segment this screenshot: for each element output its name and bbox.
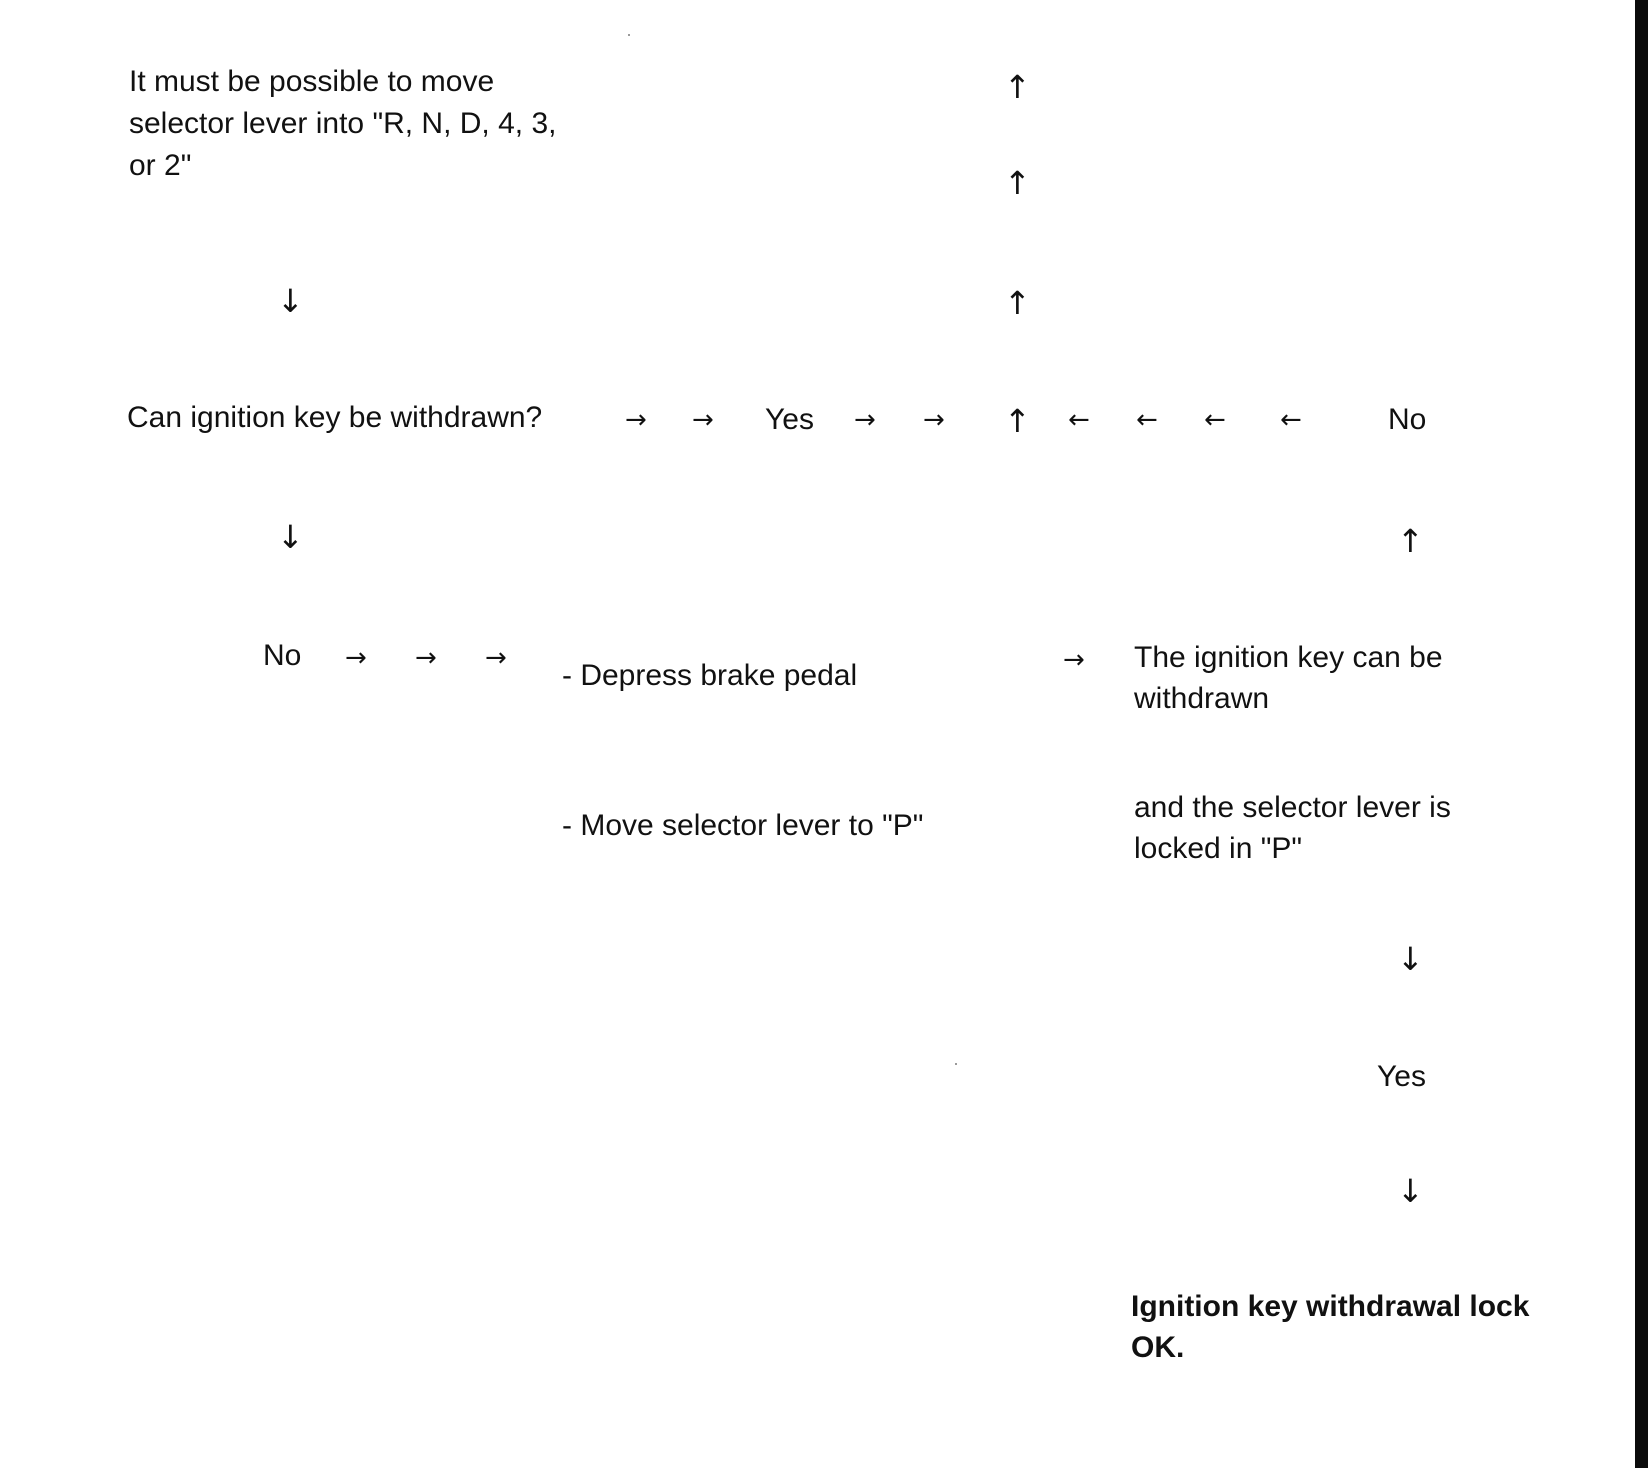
- locked-text-line-2: locked in "P": [1134, 832, 1303, 865]
- arrow-down-icon: ↓: [1397, 1172, 1424, 1210]
- arrow-down-icon: ↓: [277, 518, 304, 556]
- arrow-right-icon: →: [625, 405, 647, 435]
- arrow-down-icon: ↓: [277, 282, 304, 320]
- arrow-right-icon: →: [923, 405, 945, 435]
- arrow-right-icon: →: [692, 405, 714, 435]
- arrow-left-icon: ←: [1204, 405, 1226, 435]
- selector-check-text-line-1: It must be possible to move: [129, 65, 495, 98]
- question-text: Can ignition key be withdrawn?: [127, 401, 543, 434]
- arrow-right-icon: →: [345, 643, 367, 673]
- arrow-left-icon: ←: [1068, 405, 1090, 435]
- scan-border-edge: [1635, 0, 1648, 1468]
- result-text-line-1: Ignition key withdrawal lock: [1131, 1290, 1530, 1323]
- arrow-left-icon: ←: [1136, 405, 1158, 435]
- scan-speck: [628, 34, 630, 36]
- key-withdrawn-text-line-1: The ignition key can be: [1134, 641, 1443, 674]
- arrow-right-icon: →: [485, 643, 507, 673]
- scan-speck: [955, 1063, 957, 1065]
- arrow-up-icon: ↑: [1004, 402, 1031, 440]
- yes-label-bottom: Yes: [1377, 1060, 1426, 1093]
- arrow-up-icon: ↑: [1004, 68, 1031, 106]
- arrow-up-icon: ↑: [1397, 522, 1424, 560]
- step-move-selector: - Move selector lever to "P": [562, 809, 924, 842]
- arrow-right-icon: →: [854, 405, 876, 435]
- yes-label: Yes: [765, 403, 814, 436]
- arrow-up-icon: ↑: [1004, 164, 1031, 202]
- result-text-line-2: OK.: [1131, 1331, 1185, 1364]
- selector-check-text-line-3: or 2": [129, 149, 192, 182]
- arrow-up-icon: ↑: [1004, 284, 1031, 322]
- arrow-left-icon: ←: [1280, 405, 1302, 435]
- step-depress-brake: - Depress brake pedal: [562, 659, 858, 692]
- arrow-right-icon: →: [415, 643, 437, 673]
- key-withdrawn-text-line-2: withdrawn: [1134, 682, 1270, 715]
- arrow-right-icon: →: [1063, 645, 1085, 675]
- no-label-left: No: [263, 639, 302, 672]
- no-label-right: No: [1388, 403, 1427, 436]
- arrow-down-icon: ↓: [1397, 940, 1424, 978]
- selector-check-text-line-2: selector lever into "R, N, D, 4, 3,: [129, 107, 557, 140]
- locked-text-line-1: and the selector lever is: [1134, 791, 1451, 824]
